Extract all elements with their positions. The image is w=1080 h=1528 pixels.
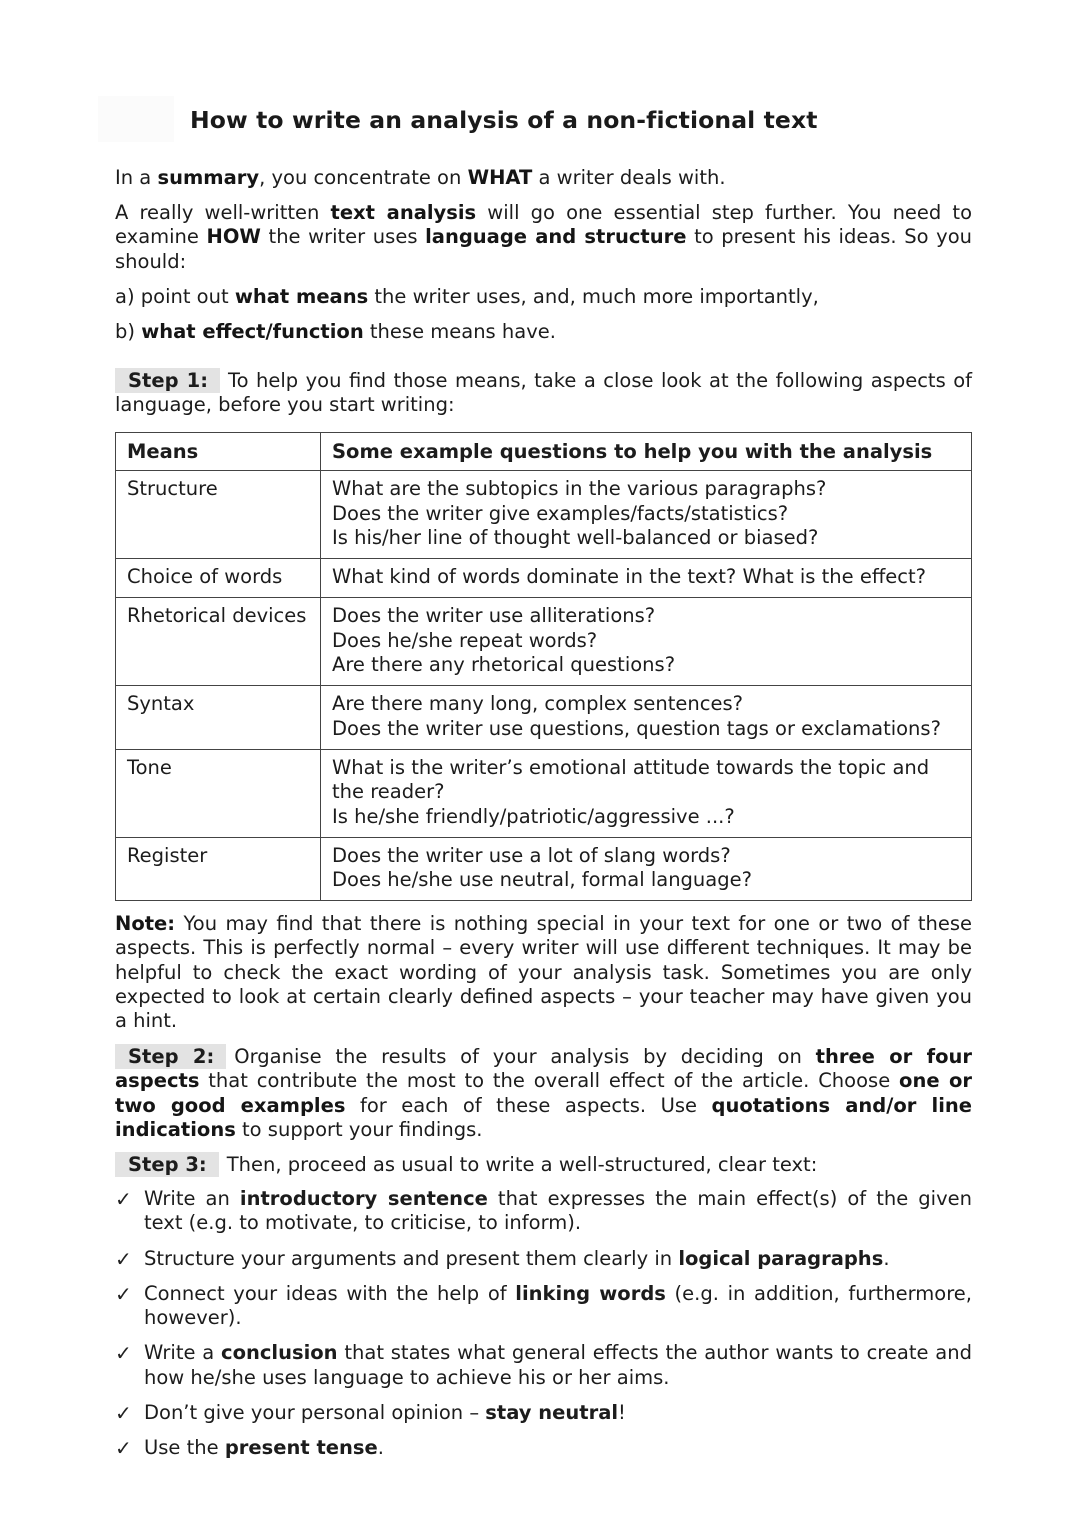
question-line: Are there any rhetorical questions?: [332, 653, 676, 677]
point-b: [115, 320, 972, 344]
step1-label: Step 1:: [115, 368, 220, 393]
question-line: Is he/she friendly/patriotic/aggressive ...?: [332, 804, 735, 828]
check-mark-icon: ✓: [115, 1187, 132, 1211]
table-header-row: [116, 433, 972, 471]
check-mark-icon: ✓: [115, 1436, 132, 1461]
bold-term: conclusion: [221, 1341, 338, 1365]
text-run: the writer uses: [260, 225, 426, 249]
check-mark-icon: ✓: [115, 1341, 132, 1366]
bold-term: language and structure: [425, 225, 687, 249]
means-cell: Structure: [116, 471, 321, 559]
note-label: Note:: [115, 912, 176, 935]
text-run: to present his ideas. So you should:: [115, 225, 972, 273]
step3-label: Step 3:: [115, 1152, 219, 1177]
checklist: [115, 1187, 972, 1472]
text-run: a writer deals with.: [532, 166, 726, 189]
text-run: You may find that there is nothing special in your text for one or two of these aspects. This is perfectly normal – every writer will use different techniques. It may be helpful to check the exact wording of your analysis task. Sometimes you are only expected to look at certain clearly defined aspects – your teacher may have given you a hint.: [115, 912, 972, 1033]
list-item: [115, 1187, 972, 1236]
text-run: that expresses the main effect(s) of the given text (e.g. to motivate, to criticise, to inform).: [144, 1187, 972, 1235]
text-run: b): [115, 320, 142, 343]
text-run: that contribute the most to the overall effect of the article. Choose: [199, 1069, 900, 1093]
bold-term: stay neutral: [485, 1401, 619, 1425]
question-line: Does he/she repeat words?: [332, 628, 598, 652]
page-title: How to write an analysis of a non-fictional text: [190, 106, 818, 134]
bold-term: quotations and/or line indications: [115, 1093, 972, 1141]
list-item: [115, 1282, 972, 1331]
text-run: To help you find those means, take a close look at the following aspects of language, before you start writing:: [115, 369, 972, 417]
list-item: [115, 1247, 972, 1271]
bold-term: introductory sentence: [239, 1187, 488, 1210]
question-line: Does the writer use questions, question tags or exclamations?: [332, 716, 941, 740]
text-run: A really well-written: [115, 201, 331, 224]
text-run: Use the: [144, 1436, 225, 1460]
question-line: What is the writer’s emotional attitude towards the topic and the reader?: [332, 755, 930, 804]
step3-paragraph: [115, 1153, 972, 1177]
bold-term: one or two good examples: [115, 1069, 973, 1117]
means-cell: Register: [116, 837, 321, 901]
table-row: [116, 749, 972, 837]
step2-paragraph: [115, 1045, 972, 1142]
means-cell: Rhetorical devices: [116, 598, 321, 686]
table-row: [116, 471, 972, 559]
means-cell: Choice of words: [116, 559, 321, 598]
step2-label: Step 2:: [115, 1044, 226, 1069]
bold-term: logical paragraphs: [678, 1246, 884, 1270]
text-run: the writer uses, and, much more importantly,: [368, 285, 819, 308]
point-a: [115, 285, 972, 309]
intro-analysis-paragraph: [115, 201, 972, 274]
means-table: [115, 432, 972, 901]
text-run: .: [377, 1436, 384, 1460]
bold-term: three or four aspects: [115, 1045, 972, 1093]
text-run: , you concentrate on: [259, 166, 468, 189]
question-line: Does the writer give examples/facts/statistics?: [332, 501, 789, 525]
check-mark-icon: ✓: [115, 1246, 132, 1271]
questions-cell: [321, 598, 972, 686]
question-line: Does the writer use a lot of slang words?: [332, 843, 731, 867]
text-run: these means have.: [363, 320, 556, 343]
table-row: [116, 837, 972, 901]
text-run: will go one essential step further. You need to examine: [115, 201, 973, 249]
questions-cell: [321, 837, 972, 901]
question-line: What are the subtopics in the various paragraphs?: [332, 477, 827, 501]
text-run: for each of these aspects. Use: [345, 1093, 712, 1117]
questions-cell: [321, 686, 972, 750]
table-row: [116, 598, 972, 686]
list-item: [115, 1401, 972, 1425]
note-paragraph: [115, 912, 972, 1033]
bold-term: linking words: [515, 1281, 666, 1305]
questions-cell: [321, 749, 972, 837]
check-mark-icon: ✓: [115, 1281, 132, 1306]
text-run: Write an: [144, 1187, 240, 1210]
text-run: Connect your ideas with the help of: [144, 1281, 516, 1305]
table-row: [116, 559, 972, 598]
question-line: Are there many long, complex sentences?: [332, 692, 744, 716]
bold-term: what effect/function: [141, 320, 364, 343]
intro-summary-paragraph: [115, 166, 972, 190]
text-run: In a: [115, 166, 158, 189]
text-run: Write a: [144, 1341, 222, 1365]
bold-term: present tense: [224, 1436, 378, 1460]
text-run: Organise the results of your analysis by deciding on: [234, 1045, 816, 1068]
text-run: (e.g. in addition, furthermore, however).: [144, 1281, 972, 1330]
text-run: to support your findings.: [235, 1117, 483, 1141]
bold-term: summary: [157, 166, 260, 189]
title-tab-decoration: [98, 96, 174, 142]
table-row: [116, 686, 972, 750]
text-run: Don’t give your personal opinion –: [144, 1401, 486, 1425]
text-run: .: [883, 1246, 890, 1270]
questions-cell: [321, 559, 972, 598]
text-run: Structure your arguments and present them clearly in: [144, 1246, 679, 1270]
question-line: What kind of words dominate in the text? What is the effect?: [332, 565, 926, 589]
header-means: Means: [116, 433, 321, 471]
text-run: Then, proceed as usual to write a well-structured, clear text:: [226, 1153, 818, 1176]
bold-term: WHAT: [467, 166, 533, 189]
questions-cell: [321, 471, 972, 559]
means-cell: Syntax: [116, 686, 321, 750]
bold-term: text analysis: [330, 201, 477, 224]
question-line: Does the writer use alliterations?: [332, 604, 656, 628]
header-questions: Some example questions to help you with the analysis: [321, 433, 972, 471]
text-run: a) point out: [115, 285, 235, 308]
step1-paragraph: [115, 369, 972, 418]
text-run: !: [618, 1401, 626, 1425]
check-mark-icon: ✓: [115, 1401, 132, 1426]
question-line: Does he/she use neutral, formal language?: [332, 868, 752, 892]
question-line: Is his/her line of thought well-balanced or biased?: [332, 525, 819, 549]
bold-term: what means: [234, 285, 369, 308]
means-cell: Tone: [116, 749, 321, 837]
list-item: [115, 1341, 972, 1390]
list-item: [115, 1436, 972, 1460]
text-run: that states what general effects the author wants to create and how he/she uses language to achieve his or her aims.: [144, 1341, 972, 1389]
bold-term: HOW: [206, 225, 261, 249]
